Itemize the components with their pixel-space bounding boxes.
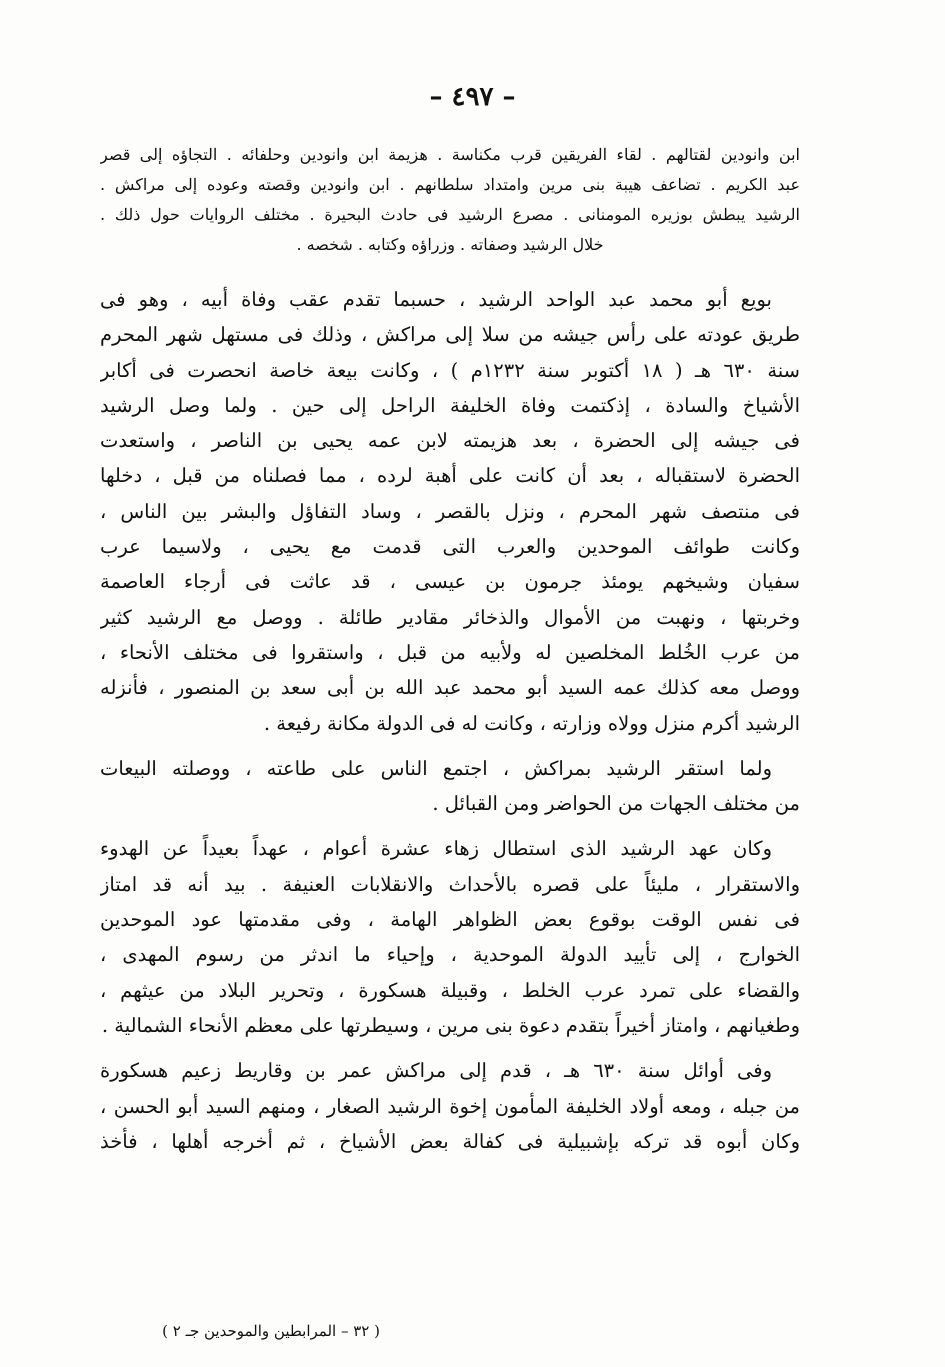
- text-line: وفى أوائل سنة ٦٣٠ هـ ، قدم إلى مراكش عمر بن وقاريط زعيم هسكورة: [100, 1059, 772, 1083]
- summary-line: عبد الكريم . تضاعف هيبة بنى مرين وامتداد سلطانهم . ابن وانودين وقصته وعوده إلى مراكش .: [100, 175, 800, 194]
- text-line: من جبله ، ومعه أولاد الخليفة المأمون إخوة الرشيد الصغار ، ومنهم السيد أبو الحسن ،: [100, 1094, 800, 1118]
- body-text: [100, 282, 800, 1169]
- text-line: من عرب الخُلط المخلصين له ولأبيه من قبل ، واستقروا فى مختلف الأنحاء ،: [100, 640, 800, 664]
- paragraph-4: [100, 1053, 800, 1159]
- text-line: وكان عهد الرشيد الذى استطال زهاء عشرة أعوام ، عهداً بعيداً عن الهدوء: [100, 837, 772, 861]
- text-line: سفيان وشيخهم يومئذ جرمون بن عيسى ، قد عاثت فى أرجاء العاصمة: [100, 570, 800, 594]
- summary-line: خلال الرشيد وصفاته . وزراؤه وكتابه . شخصه .: [296, 235, 604, 254]
- page-footer: ( ٣٢ – المرابطين والموحدين جـ ٢ ): [162, 1322, 380, 1340]
- summary-line: الرشيد يبطش بوزيره المومنانى . مصرع الرشيد فى حادث البحيرة . مختلف الروايات حول ذلك .: [100, 205, 800, 224]
- paragraph-3: [100, 831, 800, 1043]
- text-line: وكان أبوه قد تركه بإشبيلية فى كفالة بعض الأشياخ ، ثم أخرجه أهلها ، فأخذ: [100, 1129, 800, 1153]
- text-line: وخربتها ، ونهبت من الأموال والذخائر مقادير طائلة . ووصل مع الرشيد كثير: [100, 605, 800, 629]
- text-line: سنة ٦٣٠ هـ ( ١٨ أكتوبر سنة ١٢٣٢م ) ، وكانت بيعة خاصة انحصرت فى أكابر: [100, 358, 800, 382]
- text-line: والقضاء على تمرد عرب الخلط ، وقبيلة هسكورة ، وتحرير البلاد من عيثهم ،: [100, 978, 800, 1002]
- chapter-summary: [100, 140, 800, 260]
- text-line: الحضرة لاستقباله ، بعد أن كانت على أهبة لرده ، مما فصلناه من قبل ، دخلها: [100, 464, 800, 488]
- paragraph-1: [100, 282, 800, 741]
- text-line: الرشيد أكرم منزل وولاه وزارته ، وكانت له فى الدولة مكانة رفيعة .: [263, 711, 800, 735]
- text-line: الخوارج ، إلى تأييد الدولة الموحدية ، وإحياء ما اندثر من رسوم المهدى ،: [100, 943, 800, 967]
- paragraph-2: [100, 751, 800, 822]
- summary-line: ابن وانودين لقتالهم . لقاء الفريقين قرب مكناسة . هزيمة ابن وانودين وحلفائه . التجاؤه إلى قصر: [100, 145, 800, 164]
- text-line: الأشياخ والسادة ، إذكتمت وفاة الخليفة الراحل إلى حين . ولما وصل الرشيد: [100, 393, 800, 417]
- text-line: ولما استقر الرشيد بمراكش ، اجتمع الناس على طاعته ، ووصلته البيعات: [100, 756, 772, 780]
- text-line: ووصل معه كذلك عمه السيد أبو محمد عبد الله بن أبى سعد بن المنصور ، فأنزله: [100, 676, 800, 700]
- text-line: بويع أبو محمد عبد الواحد الرشيد ، حسبما تقدم عقب وفاة أبيه ، وهو فى: [100, 288, 772, 311]
- text-line: طريق عودته على رأس جيشه من سلا إلى مراكش ، وذلك فى مستهل شهر المحرم: [100, 323, 800, 347]
- text-line: من مختلف الجهات من الحواضر ومن القبائل .: [432, 792, 800, 816]
- text-line: فى جيشه إلى الحضرة ، بعد هزيمته لابن عمه يحيى بن الناصر ، واستعدت: [100, 429, 800, 453]
- text-line: فى نفس الوقت بوقوع بعض الظواهر الهامة ، وفى مقدمتها عود الموحدين: [100, 908, 800, 932]
- text-line: فى منتصف شهر المحرم ، ونزل بالقصر ، وساد التفاؤل والبشر بين الناس ،: [100, 499, 800, 523]
- text-line: والاستقرار ، مليئاً على قصره بالأحداث والانقلابات العنيفة . بيد أنه قد امتاز: [100, 872, 800, 896]
- text-line: وكانت طوائف الموحدين والعرب التى قدمت مع يحيى ، ولاسيما عرب: [100, 535, 800, 559]
- text-line: وطغيانهم ، وامتاز أخيراً بتقدم دعوة بنى مرين ، وسيطرتها على معظم الأنحاء الشمالية .: [101, 1013, 800, 1037]
- page-number: – ٤٩٧ –: [429, 82, 516, 112]
